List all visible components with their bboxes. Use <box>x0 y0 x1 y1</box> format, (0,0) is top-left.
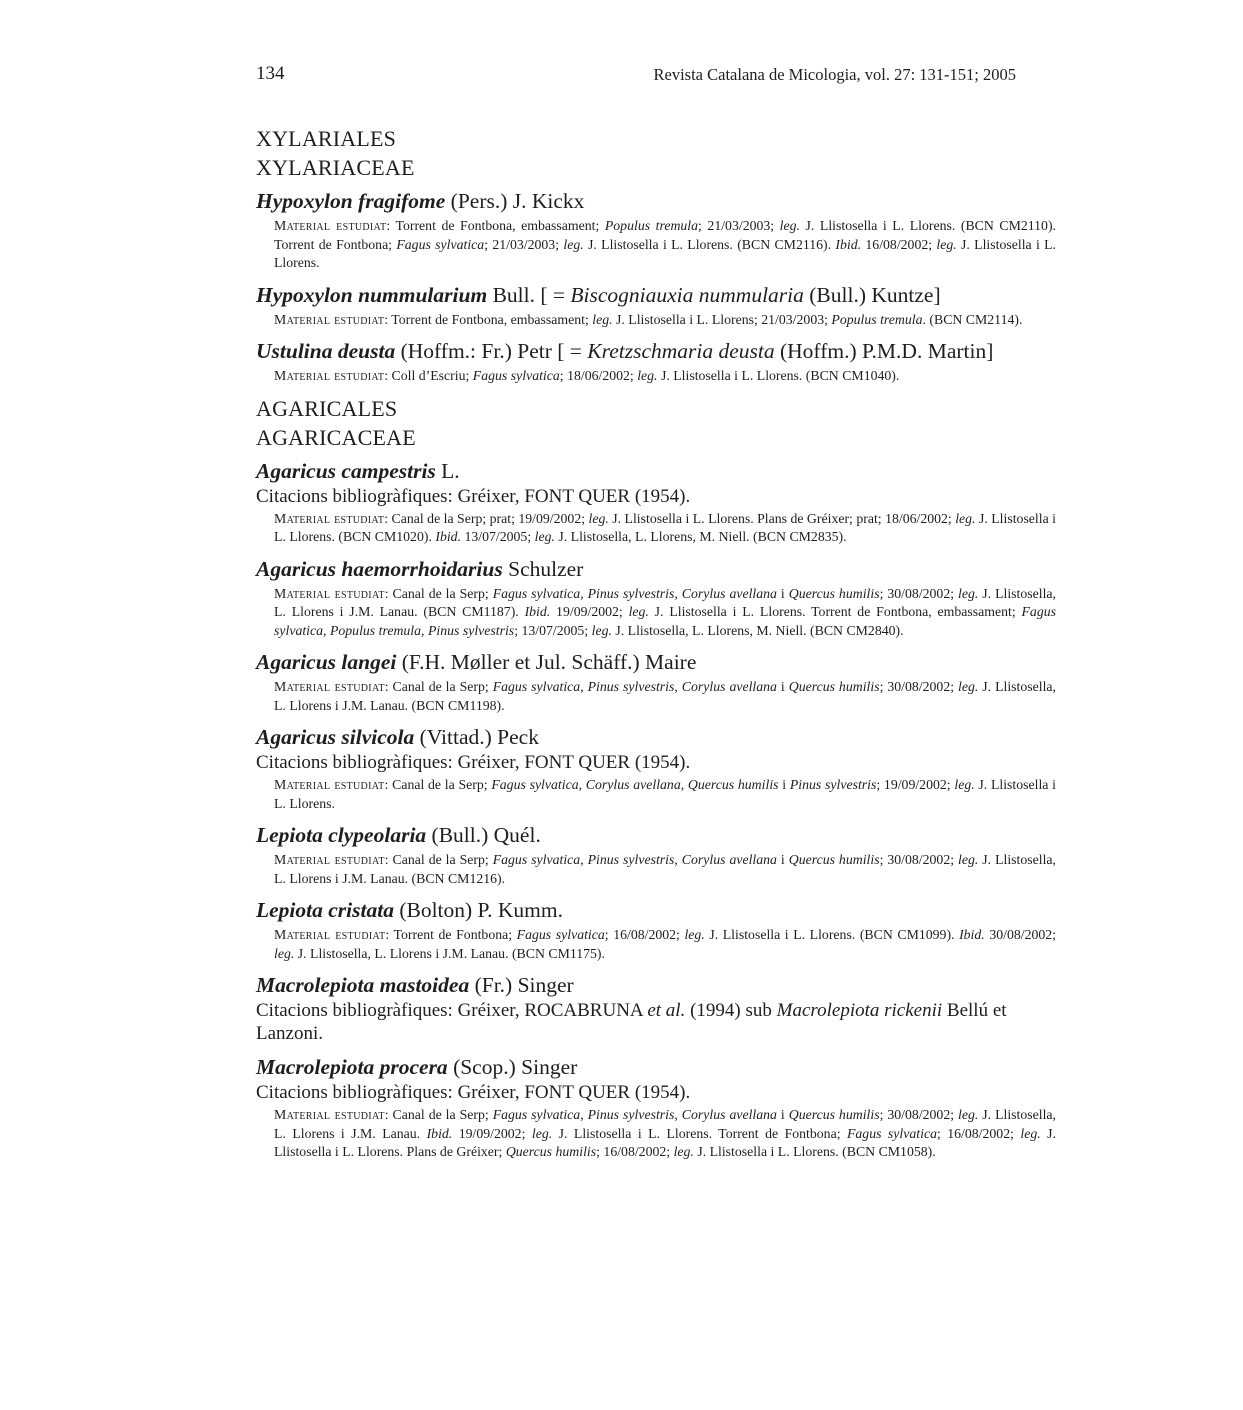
taxon-heading <box>256 971 1056 999</box>
text-run: ; 13/07/2005; <box>514 622 592 638</box>
material-label: Material estudiat <box>274 852 385 867</box>
page-number: 134 <box>256 63 285 84</box>
text-run: (Bull.) Kuntze] <box>803 282 941 307</box>
text-run: ; 30/08/2002; <box>879 852 959 867</box>
italic-run: Fagus sylvatica <box>492 852 581 867</box>
taxon-name: Hypoxylon nummularium <box>256 282 488 307</box>
material-studied <box>256 217 1056 273</box>
taxon-heading <box>256 555 1056 583</box>
italic-run: leg. <box>563 236 584 252</box>
italic-run: leg. <box>684 927 705 942</box>
italic-run: leg. <box>673 1144 694 1159</box>
italic-run: leg. <box>958 679 979 694</box>
text-run: , <box>580 585 588 601</box>
italic-run: Fagus sylvatica <box>846 1125 937 1141</box>
taxon-heading <box>256 648 1056 676</box>
italic-run: Fagus sylvatica <box>492 679 581 694</box>
text-run: : Canal de la Serp; <box>384 852 493 867</box>
text-run: , <box>580 852 588 867</box>
material-studied <box>256 926 1056 963</box>
text-run: J. Llistosella, L. Llorens i J.M. Lanau. <box>274 1107 1056 1141</box>
text-run: J. Llistosella i L. Llorens. Plans de Gréixer; prat; 18/06/2002; <box>608 510 956 526</box>
species-entry <box>256 723 1056 813</box>
text-run: 13/07/2005; <box>461 529 535 544</box>
text-run: , <box>323 622 330 638</box>
italic-run: Pinus sylvestris <box>587 679 675 694</box>
taxon-heading <box>256 457 1056 485</box>
taxon-name: Agaricus haemorrhoidarius <box>256 556 503 581</box>
italic-run: Fagus sylvatica <box>396 236 485 252</box>
italic-run: Corylus avellana <box>585 777 681 792</box>
text-run: (Pers.) J. Kickx <box>445 189 585 213</box>
text-run: (1994) sub <box>685 1000 777 1021</box>
text-run: ; 19/09/2002; <box>876 777 955 792</box>
text-run: : Coll d’Escriu; <box>384 368 473 383</box>
text-run: , <box>421 622 428 638</box>
text-run: J. Llistosella i L. Llorens. <box>274 777 1057 811</box>
italic-run: leg. <box>954 777 975 792</box>
bibliographic-citation <box>256 1081 1056 1104</box>
italic-run: leg. <box>592 311 613 327</box>
taxon-heading <box>256 896 1056 924</box>
text-run: J. Llistosella, L. Llorens i J.M. Lanau. (BCN CM1187). <box>274 585 1056 619</box>
family-heading: XYLARIACEAE <box>256 155 415 180</box>
text-run: (Fr.) Singer <box>469 973 574 997</box>
material-studied <box>256 851 1056 888</box>
italic-run: Populus tremula <box>329 622 422 638</box>
italic-run: leg. <box>958 585 979 601</box>
material-label: Material estudiat <box>274 218 387 233</box>
text-run: : Torrent de Fontbona, embassament; <box>386 218 605 233</box>
species-entry <box>256 648 1056 715</box>
taxon-name: Hypoxylon fragifome <box>256 189 446 213</box>
text-run: , <box>674 585 682 601</box>
material-label: Material estudiat <box>274 585 385 601</box>
bibliographic-citation <box>256 999 1056 1045</box>
taxon-name: Lepiota clypeolaria <box>256 823 427 847</box>
text-run: , <box>680 777 688 792</box>
text-run: J. Llistosella, L. Llorens, M. Niell. (BCN CM2835). <box>554 529 847 544</box>
text-run: J. Llistosella i L. Llorens; 21/03/2003; <box>612 311 832 327</box>
text-run: i <box>778 777 790 792</box>
text-run: J. Llistosella i L. Llorens. <box>274 236 1056 270</box>
text-run: i <box>776 679 789 694</box>
italic-run: leg. <box>274 945 295 961</box>
italic-run: Quercus humilis <box>788 585 880 601</box>
text-run: : Canal de la Serp; <box>384 585 493 601</box>
text-run: . (BCN CM2114). <box>922 311 1023 327</box>
text-run: : Canal de la Serp; prat; 19/09/2002; <box>384 510 589 526</box>
italic-run: Quercus humilis <box>788 852 880 867</box>
text-run: J. Llistosella, L. Llorens, M. Niell. (BCN CM2840). <box>611 622 904 638</box>
italic-run: Ibid. <box>435 529 462 544</box>
material-label: Material estudiat <box>274 1107 385 1122</box>
italic-run: Ibid. <box>959 927 985 942</box>
text-run: ; 30/08/2002; <box>879 585 959 601</box>
text-run: : Torrent de Fontbona; <box>385 927 517 942</box>
bibliographic-citation <box>256 751 1056 774</box>
italic-run: leg. <box>591 622 612 638</box>
taxon-name: Agaricus langei <box>256 650 397 674</box>
text-run: Citacions bibliogràfiques: Gréixer, ROCABRUNA <box>256 1000 648 1021</box>
text-run: (Bull.) Quél. <box>426 823 541 847</box>
text-run: , <box>578 777 586 792</box>
text-run: i <box>776 852 789 867</box>
bibliographic-citation <box>256 485 1056 508</box>
taxon-name: Macrolepiota mastoidea <box>256 973 470 997</box>
text-run: : Torrent de Fontbona, embassament; <box>384 311 593 327</box>
taxon-name: Agaricus silvicola <box>256 725 415 749</box>
text-run: (Vittad.) Peck <box>414 725 539 749</box>
italic-run: Pinus sylvestris <box>587 852 675 867</box>
italic-run: leg. <box>531 1125 553 1141</box>
italic-run: Fagus sylvatica <box>274 604 1056 638</box>
text-run: 19/09/2002; <box>550 604 629 619</box>
text-run: (F.H. Møller et Jul. Schäff.) Maire <box>396 650 697 674</box>
text-run: 19/09/2002; <box>452 1125 532 1141</box>
species-entry <box>256 337 1056 386</box>
italic-run: Corylus avellana <box>681 679 777 694</box>
text-run: ; 21/03/2003; <box>484 236 564 252</box>
material-studied <box>256 367 1056 386</box>
italic-run: Pinus sylvestris <box>587 585 675 601</box>
material-label: Material estudiat <box>274 927 386 942</box>
italic-run: leg. <box>779 218 800 233</box>
text-run: , <box>674 679 682 694</box>
italic-run: Pinus sylvestris <box>789 777 877 792</box>
text-run: ; 30/08/2002; <box>879 1107 959 1122</box>
italic-run: leg. <box>628 604 649 619</box>
italic-run: leg. <box>958 852 979 867</box>
order-heading: AGARICALES <box>256 395 398 421</box>
text-run: J. Llistosella i L. Llorens. (BCN CM1058). <box>693 1144 936 1159</box>
taxon-heading <box>256 337 1056 365</box>
text-run: ; 16/08/2002; <box>936 1125 1021 1141</box>
italic-run: leg. <box>958 1107 979 1122</box>
italic-run: Populus tremula <box>831 311 923 327</box>
text-run: ; 16/08/2002; <box>604 927 685 942</box>
text-run: J. Llistosella i L. Llorens. (BCN CM2116). <box>583 236 836 252</box>
text-run: , <box>580 679 588 694</box>
italic-run: Fagus sylvatica <box>492 585 581 601</box>
text-run: : Canal de la Serp; <box>384 679 493 694</box>
text-run: J. Llistosella i L. Llorens. (BCN CM1040). <box>657 368 900 383</box>
text-run: J. Llistosella, L. Llorens i J.M. Lanau. (BCN CM1175). <box>294 945 605 961</box>
italic-run: Ibid. <box>524 604 551 619</box>
taxon-heading <box>256 281 1056 309</box>
taxon-name: Lepiota cristata <box>256 898 394 922</box>
material-label: Material estudiat <box>274 510 385 526</box>
italic-run: leg. <box>637 368 658 383</box>
text-run: (Bolton) P. Kumm. <box>393 898 563 922</box>
italic-run: Quercus humilis <box>788 1107 880 1122</box>
text-run: J. Llistosella, L. Llorens i J.M. Lanau. (BCN CM1216). <box>274 852 1056 886</box>
italic-run: leg. <box>534 529 555 544</box>
italic-run: leg. <box>936 236 957 252</box>
text-run: J. Llistosella i L. Llorens. (BCN CM1020). <box>274 510 1057 544</box>
text-run: ; 18/06/2002; <box>559 368 638 383</box>
taxon-heading <box>256 1053 1056 1081</box>
text-run: J. Llistosella i L. Llorens. (BCN CM1099). <box>704 927 960 942</box>
italic-run: et al. <box>647 1000 686 1021</box>
taxon-name: Ustulina deusta <box>256 339 396 363</box>
species-catalogue <box>256 124 1056 1170</box>
text-run: J. Llistosella i L. Llorens. Plans de Gréixer; <box>274 1125 1056 1159</box>
species-entry <box>256 1053 1056 1162</box>
material-studied <box>256 311 1056 330</box>
species-entry <box>256 457 1056 547</box>
text-run: 30/08/2002; <box>984 927 1057 942</box>
taxon-heading <box>256 723 1056 751</box>
material-label: Material estudiat <box>274 679 385 694</box>
family-heading: AGARICACEAE <box>256 424 416 450</box>
text-run: (Hoffm.) P.M.D. Martin] <box>774 339 994 363</box>
taxon-name: Agaricus campestris <box>256 458 436 483</box>
text-run: J. Llistosella, L. Llorens i J.M. Lanau. (BCN CM1198). <box>274 679 1056 713</box>
text-run: i <box>776 1107 789 1122</box>
text-run: Citacions bibliogràfiques: Gréixer, FONT QUER (1954). <box>256 485 691 507</box>
text-run: Citacions bibliogràfiques: Gréixer, FONT QUER (1954). <box>256 1082 691 1103</box>
material-label: Material estudiat <box>274 368 385 383</box>
text-run: Schulzer <box>502 556 584 581</box>
running-title: Revista Catalana de Micologia, vol. 27: 131-151; 2005 <box>653 65 1016 84</box>
italic-run: leg. <box>955 510 976 526</box>
italic-run: Quercus humilis <box>687 777 779 792</box>
material-studied <box>256 510 1056 547</box>
text-run: ; 21/03/2003; <box>698 218 780 233</box>
italic-run: Biscogniauxia nummularia <box>570 282 804 307</box>
material-studied <box>256 776 1056 813</box>
taxon-heading <box>256 187 1056 215</box>
text-run: , <box>580 1107 588 1122</box>
text-run: (Scop.) Singer <box>447 1055 578 1079</box>
material-studied <box>256 678 1056 715</box>
species-entry <box>256 971 1056 1045</box>
material-studied <box>256 1106 1056 1162</box>
taxon-heading <box>256 821 1056 849</box>
italic-run: Corylus avellana <box>681 1107 777 1122</box>
text-run: i <box>776 585 789 601</box>
italic-run: Fagus sylvatica <box>516 927 605 942</box>
text-run: , <box>674 852 682 867</box>
italic-run: Fagus sylvatica <box>491 777 579 792</box>
italic-run: leg. <box>1020 1125 1041 1141</box>
species-entry <box>256 281 1056 330</box>
text-run: ; 16/08/2002; <box>596 1144 674 1159</box>
italic-run: Fagus sylvatica <box>492 1107 581 1122</box>
italic-run: Ibid. <box>835 236 862 252</box>
italic-run: leg. <box>588 510 609 526</box>
italic-run: Fagus sylvatica <box>472 368 560 383</box>
text-run: J. Llistosella i L. Llorens. (BCN CM2110). Torrent de Fontbona; <box>274 218 1056 252</box>
italic-run: Pinus sylvestris <box>427 622 515 638</box>
text-run: , <box>674 1107 682 1122</box>
text-run: Bull. [ = <box>487 282 571 307</box>
text-run: : Canal de la Serp; <box>384 1107 493 1122</box>
text-run: Bellú et Lanzoni. <box>256 1000 1007 1044</box>
italic-run: Macrolepiota rickenii <box>776 1000 943 1021</box>
italic-run: Kretzschmaria deusta <box>587 339 775 363</box>
text-run: : Canal de la Serp; <box>384 777 492 792</box>
material-studied <box>256 585 1056 641</box>
italic-run: Quercus humilis <box>505 1144 597 1159</box>
species-entry <box>256 555 1056 641</box>
italic-run: Corylus avellana <box>681 852 777 867</box>
species-entry <box>256 187 1056 273</box>
taxon-name: Macrolepiota procera <box>256 1055 448 1079</box>
material-label: Material estudiat <box>274 777 385 792</box>
text-run: J. Llistosella i L. Llorens. Torrent de Fontbona, embassament; <box>648 604 1022 619</box>
order-heading: XYLARIALES <box>256 126 397 151</box>
text-run: 16/08/2002; <box>861 236 937 252</box>
material-label: Material estudiat <box>274 311 385 327</box>
italic-run: Corylus avellana <box>681 585 777 601</box>
italic-run: Pinus sylvestris <box>587 1107 675 1122</box>
text-run: J. Llistosella i L. Llorens. Torrent de Fontbona; <box>552 1125 847 1141</box>
italic-run: Populus tremula <box>604 218 699 233</box>
page-header <box>256 63 1016 89</box>
italic-run: Quercus humilis <box>788 679 880 694</box>
text-run: L. <box>435 458 460 483</box>
species-entry <box>256 896 1056 963</box>
species-entry <box>256 821 1056 888</box>
text-run: (Hoffm.: Fr.) Petr [ = <box>395 339 588 363</box>
text-run: ; 30/08/2002; <box>879 679 959 694</box>
text-run: Citacions bibliogràfiques: Gréixer, FONT QUER (1954). <box>256 752 691 773</box>
italic-run: Ibid. <box>426 1125 453 1141</box>
